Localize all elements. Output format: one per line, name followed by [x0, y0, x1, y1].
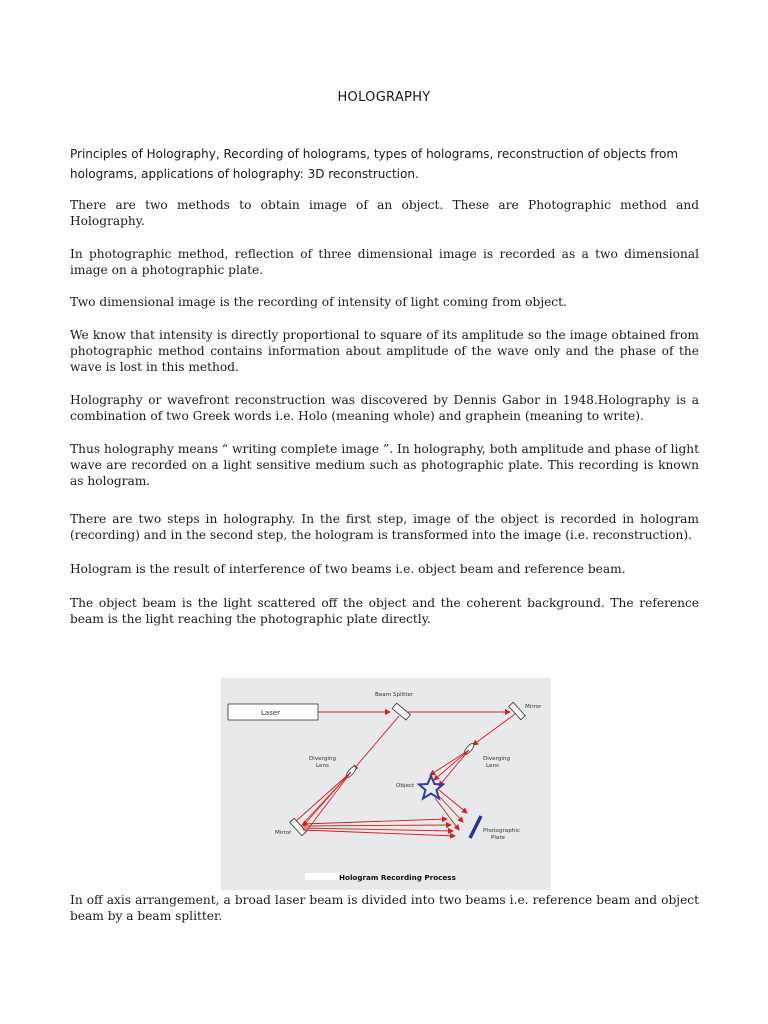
paragraph: Two dimensional image is the recording of intensity of light coming from object.	[70, 295, 567, 309]
object-illumination-ray	[434, 750, 469, 780]
object-illumination-ray	[430, 750, 469, 775]
reference-ray	[303, 825, 451, 826]
figure-caption: Hologram Recording Process	[339, 873, 456, 882]
paragraph: Holography or wavefront reconstruction was discovered by Dennis Gabor in 1948.Holography is a combination of two Greek words i.e. Holo (meaning whole) and graphein (meaning to write).	[70, 393, 699, 423]
mirror-bottom-label: Mirror	[275, 830, 292, 836]
hologram-recording-diagram	[221, 678, 551, 890]
topics-intro: Principles of Holography, Recording of holograms, types of holograms, reconstruction of objects from holograms, applications of holography: 3D reconstruction.	[70, 147, 679, 181]
object-path-beam	[473, 714, 515, 745]
diverging-lens-left-label-2: Lens	[316, 763, 329, 769]
diverging-lens-right-label-1: Diverging	[483, 756, 511, 762]
plate-label-2: Plate	[491, 835, 505, 841]
mirror-bottom	[290, 818, 307, 835]
object-label: Object	[396, 783, 415, 789]
plate-label-1: Photographic	[483, 828, 520, 834]
paragraph: The object beam is the light scattered off the object and the coherent background. The reference beam is the light reaching the photographic plate directly.	[70, 596, 699, 626]
reflected-beam	[353, 716, 399, 770]
diverging-lens-right-label-2: Lens	[486, 763, 499, 769]
diagram-svg	[221, 678, 551, 890]
paragraph: We know that intensity is directly proportional to square of its amplitude so the image obtained from photographic method contains information about amplitude of the wave only and the phase of the wave is lost in this method.	[70, 328, 699, 374]
paragraph: Thus holography means “ writing complete image ”. In holography, both amplitude and phase of light wave are recorded on a light sensitive medium such as photographic plate. This recording is known as hologram.	[70, 442, 699, 488]
paragraph: There are two steps in holography. In the first step, image of the object is recorded in hologram (recording) and in the second step, the hologram is transformed into the image (i.e. reconstruction).	[70, 512, 699, 542]
page-title: HOLOGRAPHY	[337, 90, 431, 105]
laser-label: Laser	[261, 709, 281, 717]
paragraph: Hologram is the result of interference of two beams i.e. object beam and reference beam.	[70, 562, 626, 576]
object-illumination-ray	[439, 750, 469, 786]
paragraph: There are two methods to obtain image of an object. These are Photographic method and Holography.	[70, 198, 699, 228]
ref-fan-ray	[299, 772, 351, 828]
reference-ray	[303, 819, 447, 824]
beam-splitter-label: Beam Splitter	[375, 692, 414, 698]
diverging-lens-left-label-1: Diverging	[309, 756, 337, 762]
paragraph: In photographic method, reflection of three dimensional image is recorded as a two dimensional image on a photographic plate.	[70, 247, 699, 277]
photographic-plate	[470, 816, 481, 838]
object-star	[419, 776, 443, 799]
mirror-top-label: Mirror	[525, 704, 542, 710]
caption-mask	[305, 873, 341, 880]
ref-fan-ray	[295, 772, 351, 822]
paragraph: In off axis arrangement, a broad laser beam is divided into two beams i.e. reference beam and object beam by a beam splitter.	[70, 893, 699, 923]
